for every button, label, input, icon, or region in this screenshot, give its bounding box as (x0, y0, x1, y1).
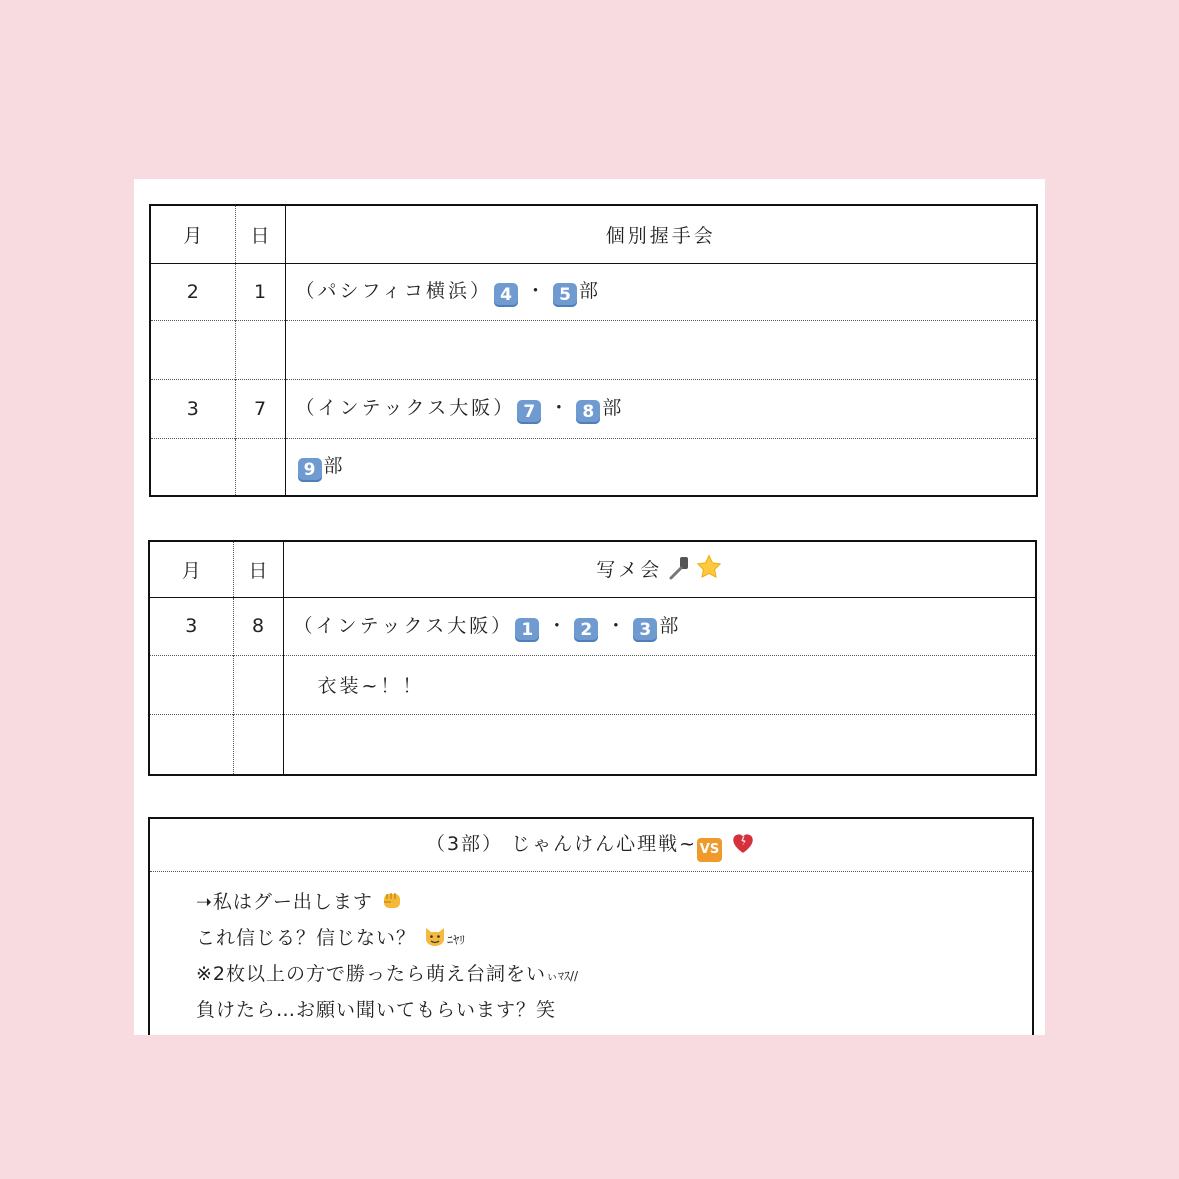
keycap-2-icon: 2 (574, 618, 598, 642)
month-cell: 3 (149, 597, 233, 655)
session-suffix: 部 (323, 455, 343, 478)
month-cell: 3 (150, 379, 235, 438)
day-cell: 7 (235, 379, 285, 438)
table-row (149, 597, 1036, 655)
table-row (150, 263, 1037, 320)
photo-session-table (148, 540, 1037, 776)
separator: ・ (547, 614, 567, 637)
cat-icon (423, 924, 447, 960)
keycap-5-icon: 5 (553, 283, 577, 307)
heart-icon (730, 823, 756, 873)
janken-lines (150, 872, 1032, 1028)
event-header: 個別握手会 (285, 205, 1037, 263)
keycap-9-icon: 9 (298, 458, 322, 482)
day-cell: 1 (235, 263, 285, 320)
table-row (150, 438, 1037, 496)
table-row (150, 379, 1037, 438)
venue-label: （インテックス大阪） (293, 614, 514, 637)
janken-line: ※2枚以上の方で勝ったら萌え台詞をいぃﾏｽ// (196, 963, 579, 985)
separator: ・ (549, 397, 569, 419)
keycap-1-icon: 1 (515, 618, 539, 642)
janken-title: （3部） じゃんけん心理戦~ (425, 833, 697, 855)
keycap-3-icon: 3 (633, 618, 657, 642)
day-header: 日 (235, 205, 285, 263)
session-suffix: 部 (602, 397, 622, 419)
venue-label: （パシフィコ横浜） (295, 280, 492, 302)
keycap-7-icon: 7 (517, 400, 541, 424)
event-cell (283, 597, 1036, 655)
event-cell (283, 655, 1036, 714)
separator: ・ (606, 614, 626, 637)
janken-line: これ信じる？信じない？ ﾆﾔﾘ (196, 920, 1032, 956)
keycap-8-icon: 8 (576, 400, 600, 424)
session-suffix: 部 (659, 614, 679, 637)
smirk-note: ﾆﾔﾘ (447, 933, 466, 947)
table-row (149, 714, 1036, 775)
event-cell (285, 379, 1037, 438)
table-row (150, 320, 1037, 379)
table-header-row (150, 205, 1037, 263)
day-header: 日 (233, 541, 283, 597)
table-row (149, 655, 1036, 714)
vs-icon: VS (697, 838, 722, 862)
costume-note: 衣装~！！ (317, 675, 425, 697)
separator: ・ (525, 280, 545, 302)
month-cell: 2 (150, 263, 235, 320)
event-cell (285, 263, 1037, 320)
event-cell (285, 438, 1037, 496)
fist-icon (380, 888, 404, 924)
janken-line: 負けたら…お願い聞いてもらいます？笑 (196, 999, 557, 1021)
event-header (283, 541, 1036, 597)
janken-box (148, 817, 1034, 1035)
keycap-4-icon: 4 (494, 283, 518, 307)
selfie-stick-icon (668, 556, 690, 585)
janken-line: ➝私はグー出します (196, 884, 1032, 920)
month-header: 月 (150, 205, 235, 263)
event-title: 写メ会 (596, 558, 663, 581)
venue-label: （インテックス大阪） (295, 397, 516, 419)
session-suffix: 部 (579, 280, 599, 302)
day-cell: 8 (233, 597, 283, 655)
handshake-table (149, 204, 1038, 497)
janken-title-row (150, 819, 1032, 872)
table-header-row (149, 541, 1036, 597)
month-header: 月 (149, 541, 233, 597)
star-icon (696, 554, 722, 585)
